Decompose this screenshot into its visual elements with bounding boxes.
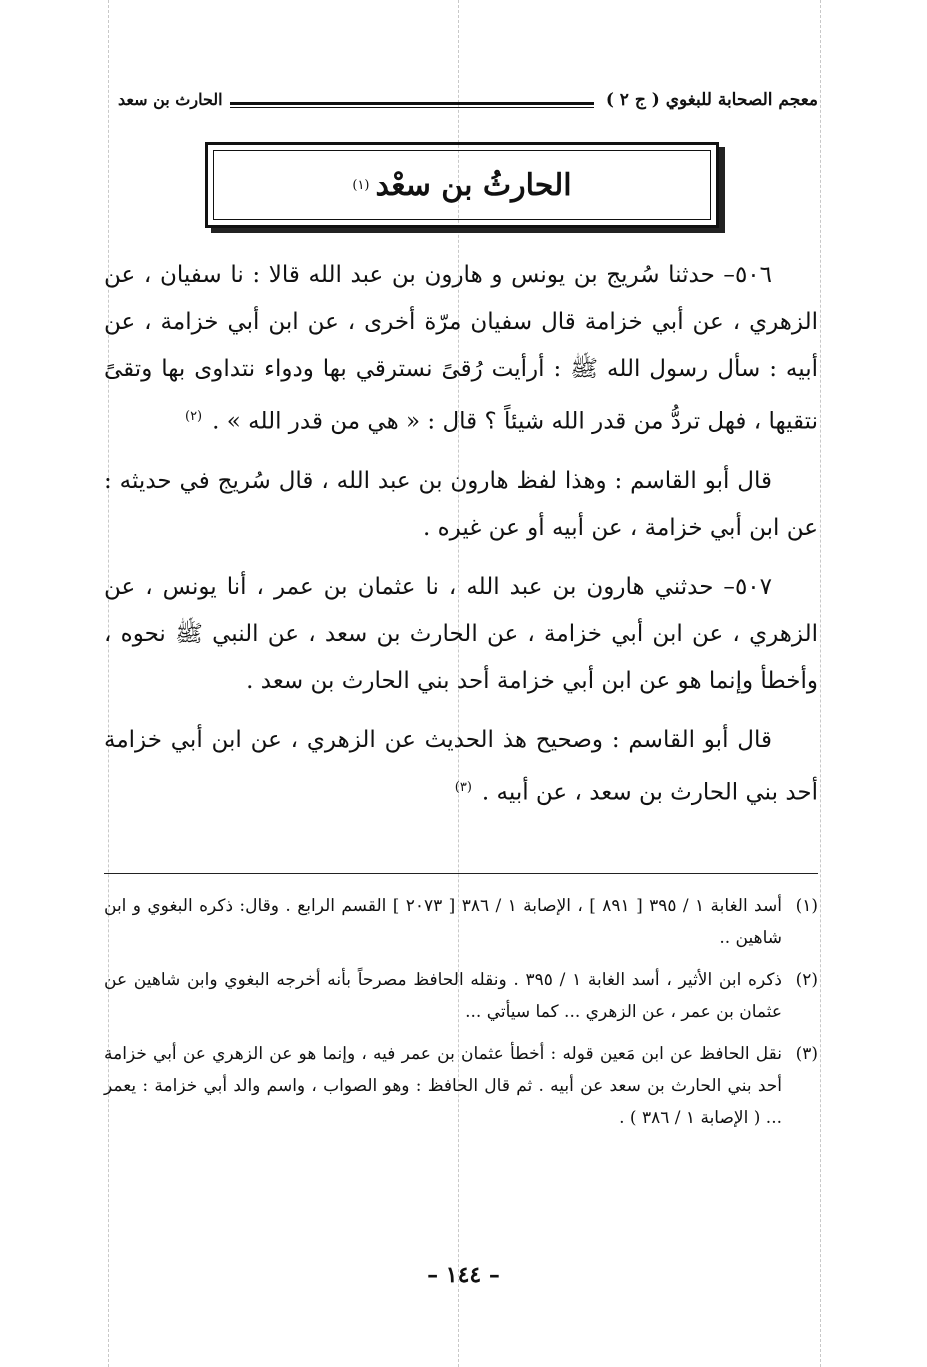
section-name: الحارث بن سعد — [118, 90, 223, 109]
paragraph: ٥٠٧– حدثني هارون بن عبد الله ، نا عثمان بن عمر ، أنا يونس ، عن الزهري ، عن ابن أبي خزامة ، عن الحارث بن سعد ، عن النبي ﷺ نحوه ، وأخطأ وإنما هو عن ابن أبي خزامة أحد بني الحارث بن سعد . — [104, 573, 818, 694]
footnote-separator — [104, 873, 818, 874]
title-footnote-mark: (١) — [352, 177, 370, 193]
scan-guide-line — [820, 0, 821, 1367]
footnote — [104, 964, 818, 1028]
footnote-text: ذكره ابن الأثير ، أسد الغابة ١ / ٣٩٥ . ونقله الحافظ مصرحاً بأنه أخرجه البغوي وابن شاهين عن عثمان بن عمر ، عن الزهري ... كما سيأتي ... — [104, 970, 782, 1022]
header-rule — [230, 102, 594, 108]
main-text — [104, 252, 818, 828]
footnote-text: نقل الحافظ عن ابن مَعين قوله : أخطأ عثمان بن عمر فيه ، وإنما هو عن الزهري عن أبي خزامة أحد بني الحارث بن سعد عن أبيه . ثم قال الحافظ : وهو الصواب ، واسم والد أبي خزامة : يعمر ... ( الإصابة ١ / ٣٨٦ ) . — [104, 1044, 782, 1128]
footnote-number: (٢) — [795, 970, 818, 990]
footnote-number: (١) — [795, 896, 818, 916]
footnotes — [104, 890, 818, 1144]
entry-title-box — [205, 142, 719, 228]
page-number: – ١٤٤ – — [427, 1262, 500, 1288]
paragraph: ٥٠٦– حدثنا سُريج بن يونس و هارون بن عبد الله قالا : نا سفيان ، عن الزهري ، عن أبي خزامة قال سفيان مرّة أخرى ، عن ابن أبي خزامة ، عن أبيه : سأل رسول الله ﷺ : أرأيت رُقىً نسترقي بها ودواء نتداوى بها وتقىً نتقيها ، فهل تردُّ من قدر الله شيئاً ؟ قال : « هي من قدر الله » .$^{(٢)}$ — [104, 262, 818, 435]
paragraph: قال أبو القاسم : وهذا لفظ هارون بن عبد الله ، قال سُريج في حديثه : عن ابن أبي خزامة ، عن أبيه أو عن غيره . — [104, 467, 818, 541]
footnote-mark: (٢) — [184, 409, 203, 424]
running-header — [118, 84, 818, 118]
entry-title: الحارثُ بن سعْد — [375, 167, 572, 203]
footnote-number: (٣) — [795, 1044, 818, 1064]
book-title: معجم الصحابة للبغوي ( ج ٢ ) — [605, 90, 818, 110]
footnote — [104, 1038, 818, 1134]
footnote — [104, 890, 818, 954]
footnote-text: أسد الغابة ١ / ٣٩٥ [ ٨٩١ ] ، الإصابة ١ / ٣٨٦ [ ٢٠٧٣ ] القسم الرابع . وقال: ذكره البغوي و ابن شاهين .. — [104, 896, 782, 948]
footnote-mark: (٣) — [454, 779, 472, 795]
paragraph: قال أبو القاسم : وصحيح هذ الحديث عن الزهري ، عن ابن أبي خزامة أحد بني الحارث بن سعد ، عن أبيه .$^{(٣)}$ — [104, 726, 818, 806]
